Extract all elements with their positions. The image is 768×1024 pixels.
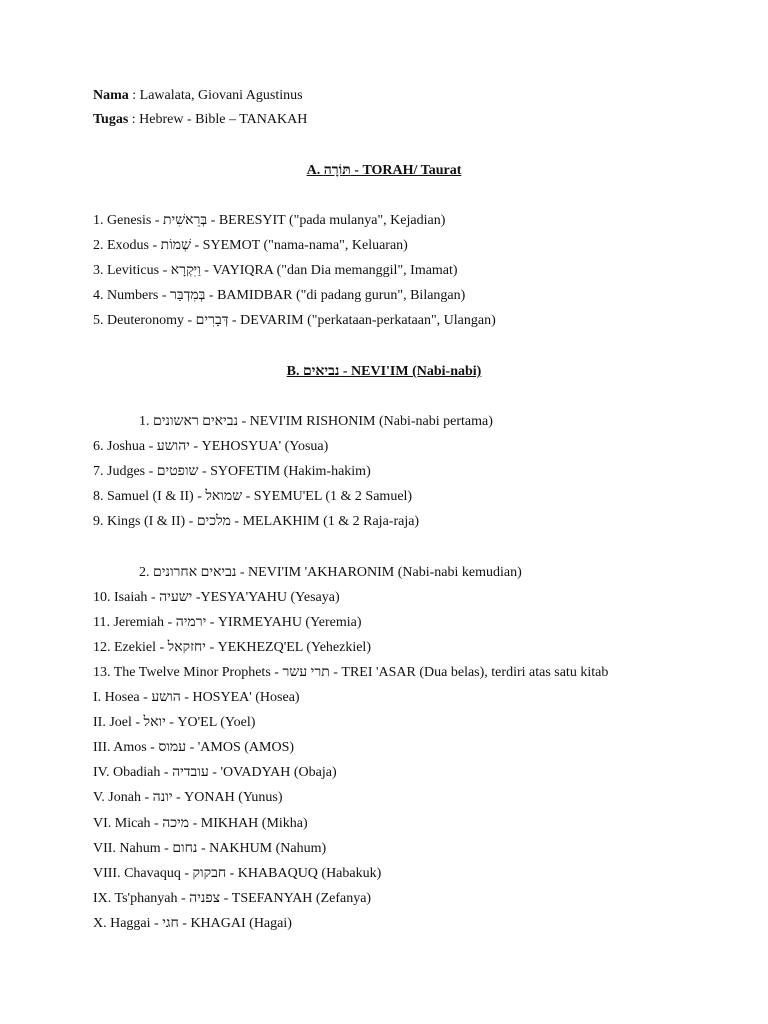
- minor-prophet-item: I. Hosea - הושע - HOSYEA' (Hosea): [93, 690, 300, 705]
- torah-item: 5. Deuteronomy - דְּבָרִים - DEVARIM ("perkataan-perkataan", Ulangan): [93, 313, 496, 328]
- minor-prophet-item: VIII. Chavaquq - חבקוק - KHABAQUQ (Habakuk): [93, 866, 382, 881]
- minor-prophet-item: V. Jonah - יונה - YONAH (Yunus): [93, 790, 283, 805]
- section-b-heading: [0, 363, 768, 381]
- former-prophets-item: 7. Judges - שופטים - SYOFETIM (Hakim-hakim): [93, 464, 371, 479]
- latter-prophets-item: 10. Isaiah - ישעיה -YESYA'YAHU (Yesaya): [93, 590, 340, 605]
- torah-item: 3. Leviticus - וַיִּקְרָא - VAYIQRA ("dan Dia memanggil", Imamat): [93, 263, 458, 278]
- latter-prophets-item: 12. Ezekiel - יחזקאל - YEKHEZQ'EL (Yehezkiel): [93, 640, 371, 655]
- name-label: Nama: [93, 88, 129, 103]
- torah-item: 1. Genesis - בְּרֵאשִׁית - BERESYIT ("pada mulanya", Kejadian): [93, 213, 446, 228]
- minor-prophet-item: IV. Obadiah - עובדיה - 'OVADYAH (Obaja): [93, 765, 337, 780]
- former-prophets-item: 9. Kings (I & II) - מלכים - MELAKHIM (1 & 2 Raja-raja): [93, 514, 420, 529]
- name-value: : Lawalata, Giovani Agustinus: [128, 88, 303, 103]
- minor-prophet-item: IX. Ts'phanyah - צפניה - TSEFANYAH (Zefanya): [93, 891, 372, 906]
- task-label: Tugas: [93, 112, 129, 127]
- section-b-heading-text: B. נביאים - NEVI'IM (Nabi-nabi): [286, 364, 482, 379]
- name-line: [93, 87, 303, 105]
- minor-prophet-item: X. Haggai - חגי - KHAGAI (Hagai): [93, 916, 292, 931]
- latter-prophets-subheading: 2. נביאים אחרונים - NEVI'IM 'AKHARONIM (Nabi-nabi kemudian): [139, 565, 522, 580]
- section-a-heading-text: A. תּוֹרָה - TORAH/ Taurat: [306, 163, 462, 178]
- torah-item: 4. Numbers - בְּמִדְבַּר - BAMIDBAR ("di padang gurun", Bilangan): [93, 288, 466, 303]
- former-prophets-subheading: 1. נביאים ראשונים - NEVI'IM RISHONIM (Nabi-nabi pertama): [139, 414, 493, 429]
- latter-prophets-item: 11. Jeremiah - ירמיה - YIRMEYAHU (Yeremia): [93, 615, 362, 630]
- minor-prophet-item: III. Amos - עמוס - 'AMOS (AMOS): [93, 740, 295, 755]
- torah-item: 2. Exodus - שְׁמוֹת - SYEMOT ("nama-nama", Keluaran): [93, 238, 408, 253]
- minor-prophet-item: II. Joel - יואל - YO'EL (Yoel): [93, 715, 256, 730]
- task-line: [93, 111, 307, 129]
- former-prophets-item: 8. Samuel (I & II) - שמואל - SYEMU'EL (1 & 2 Samuel): [93, 489, 413, 504]
- former-prophets-item: 6. Joshua - יהושע - YEHOSYUA' (Yosua): [93, 439, 329, 454]
- task-value: : Hebrew - Bible – TANAKAH: [128, 112, 308, 127]
- minor-prophet-item: VII. Nahum - נחום - NAKHUM (Nahum): [93, 841, 327, 856]
- section-a-heading: [0, 162, 768, 180]
- minor-prophet-item: VI. Micah - מיכה - MIKHAH (Mikha): [93, 816, 308, 831]
- latter-prophets-item: 13. The Twelve Minor Prophets - תרי עשר - TREI 'ASAR (Dua belas), terdiri atas satu kitab: [93, 665, 609, 680]
